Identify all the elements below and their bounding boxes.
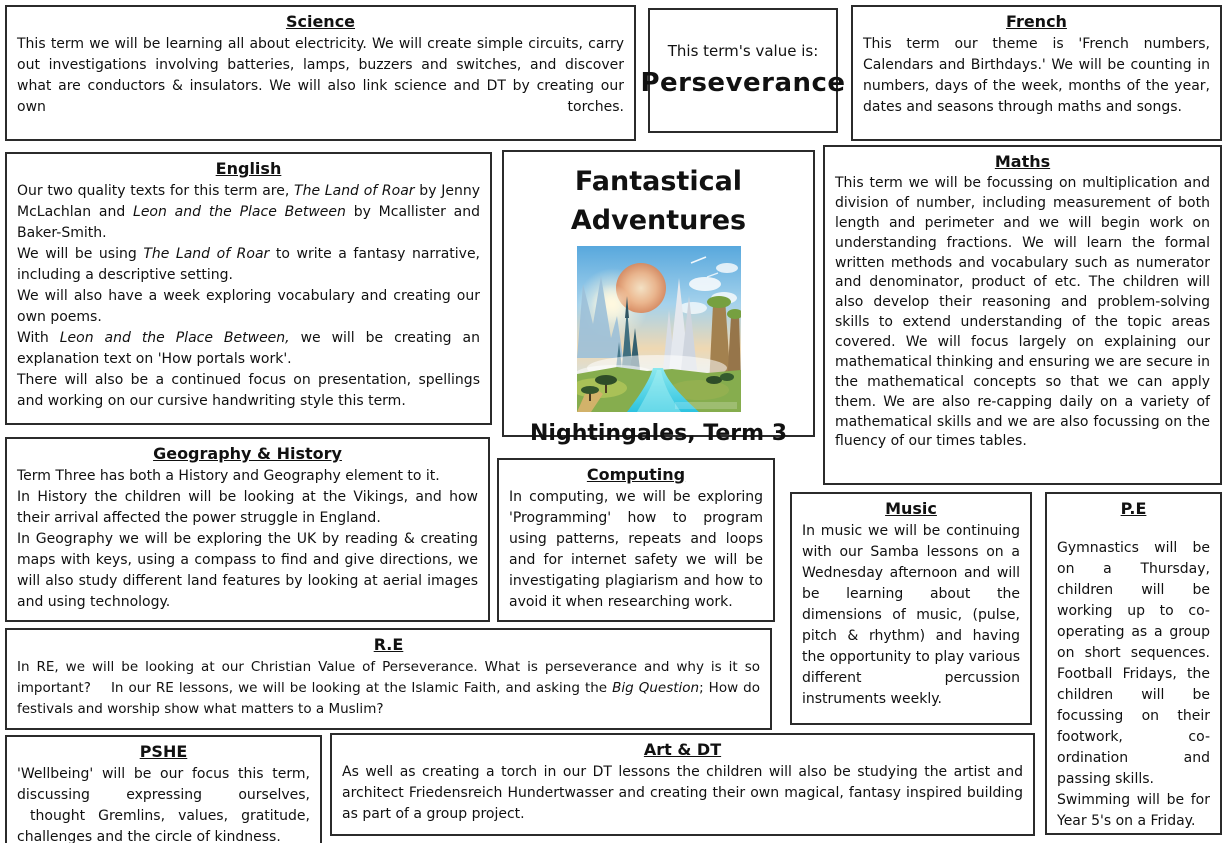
maths-box — [823, 145, 1222, 485]
pe-body — [1057, 538, 1210, 832]
english-box — [5, 152, 492, 425]
maths-body — [835, 174, 1210, 452]
pshe-box — [5, 735, 322, 843]
paragraph: In RE, we will be looking at our Christian Value of Perseverance. What is perseverance and why is it so important? In our RE lessons, we will be looking at the Islamic Faith, and asking the Big Question; How do festivals and worship show what matters to a Muslim? — [17, 659, 760, 717]
english-body — [17, 181, 480, 412]
paragraph: In History the children will be looking at the Vikings, and how their arrival affected the power struggle in England. — [17, 489, 478, 526]
pshe-title: PSHE — [139, 742, 188, 761]
paragraph: 'Wellbeing' will be our focus this term, discussing expressing ourselves, thought Gremlins, values, gratitude, challenges and the circle of kindness. — [17, 766, 310, 843]
term-value-word: Perseverance — [640, 68, 846, 98]
pe-title: P.E — [1120, 499, 1147, 518]
art-dt-title: Art & DT — [643, 740, 722, 759]
topic-title: Fantastical Adventures — [570, 166, 747, 237]
geography-history-title: Geography & History — [153, 444, 342, 463]
center-title-panel — [502, 150, 815, 447]
computing-title: Computing — [586, 465, 686, 484]
science-body — [17, 34, 624, 118]
science-title: Science — [285, 12, 356, 31]
computing-box — [497, 458, 775, 622]
music-box — [790, 492, 1032, 725]
re-body — [17, 657, 760, 720]
re-title: R.E — [373, 635, 404, 654]
paragraph: We will be using The Land of Roar to write a fantasy narrative, including a descriptive setting. — [17, 246, 481, 283]
french-title: French — [1006, 12, 1067, 31]
art-dt-body — [342, 762, 1023, 825]
fantasy-landscape-image — [577, 246, 741, 412]
re-box — [5, 628, 772, 730]
paragraph: This term our theme is 'French numbers, Calendars and Birthdays.' We will be counting in numbers, days of the week, months of the year, dates and seasons through maths and songs. — [863, 36, 1210, 115]
paragraph: Swimming will be for Year 5's on a Friday. — [1057, 792, 1210, 829]
class-term-caption: Nightingales, Term 3 — [530, 421, 787, 447]
science-box — [5, 5, 636, 141]
english-title: English — [215, 159, 282, 178]
paragraph: We will also have a week exploring vocabulary and creating our own poems. — [17, 288, 480, 325]
paragraph: Our two quality texts for this term are, The Land of Roar by Jenny McLachlan and Leon and the Place Between by Mcallister and Baker-Smith. — [17, 183, 480, 241]
paragraph: As well as creating a torch in our DT lessons the children will also be studying the artist and architect Friedensreich Hundertwasser and creating their own magical, fantasy inspired building as part of a group project. — [342, 764, 1023, 822]
art-dt-box — [330, 733, 1035, 836]
paragraph: Gymnastics will be on a Thursday, children will be working up to co-operating as a group on short sequences. Football Fridays, the children will be focussing on their footwork, co-ordination and passing skills. — [1057, 540, 1210, 787]
pshe-body — [17, 764, 310, 843]
computing-body — [509, 487, 763, 613]
paragraph: In Geography we will be exploring the UK by reading & creating maps with keys, using a compass to find and give directions, we will also study different land features by looking at aerial images and using technology. — [17, 531, 478, 610]
maths-title: Maths — [994, 152, 1051, 171]
music-title: Music — [885, 499, 937, 518]
paragraph: This term we will be learning all about electricity. We will create simple circuits, carry out investigations involving batteries, lamps, buzzers and switches, and discover what are conductors & insulators. We will also link science and DT by creating our own torches. — [17, 36, 624, 115]
geography-history-body — [17, 466, 478, 613]
geography-history-box — [5, 437, 490, 622]
term-value-box — [640, 8, 846, 133]
paragraph: This term we will be focussing on multiplication and division of number, including measurement of both length and perimeter and we will begin work on understanding fractions. We will learn the formal written methods and vocabulary such as numerator and denominator, product of etc. The children will also develop their reasoning and problem-solving skills to extend understanding of the topic areas covered. We will focus largely on explaining our mathematical thinking and ensuring we are secure in the mathematical concepts so that we can apply them. We are also re-capping daily on a variety of mathematical skills and we are also focussing on the fluency of our times tables. — [835, 175, 1210, 450]
paragraph: With Leon and the Place Between, we will be creating an explanation text on 'How portals work'. — [17, 330, 480, 367]
french-body — [863, 34, 1210, 118]
paragraph: There will also be a continued focus on presentation, spellings and working on our cursive handwriting style this term. — [17, 372, 480, 409]
paragraph: In computing, we will be exploring 'Programming' how to program using patterns, repeats and loops and for internet safety we will be investigating plagiarism and how to avoid it when researching work. — [509, 489, 763, 610]
paragraph: In music we will be continuing with our Samba lessons on a Wednesday afternoon and will be learning about the dimensions of music, (pulse, pitch & rhythm) and having the opportunity to play various different percussion instruments weekly. — [802, 523, 1020, 707]
music-body — [802, 521, 1020, 710]
term-value-label: This term's value is: — [667, 42, 819, 60]
paragraph: Term Three has both a History and Geography element to it. — [17, 468, 440, 484]
french-box — [851, 5, 1222, 141]
pe-box — [1045, 492, 1222, 835]
